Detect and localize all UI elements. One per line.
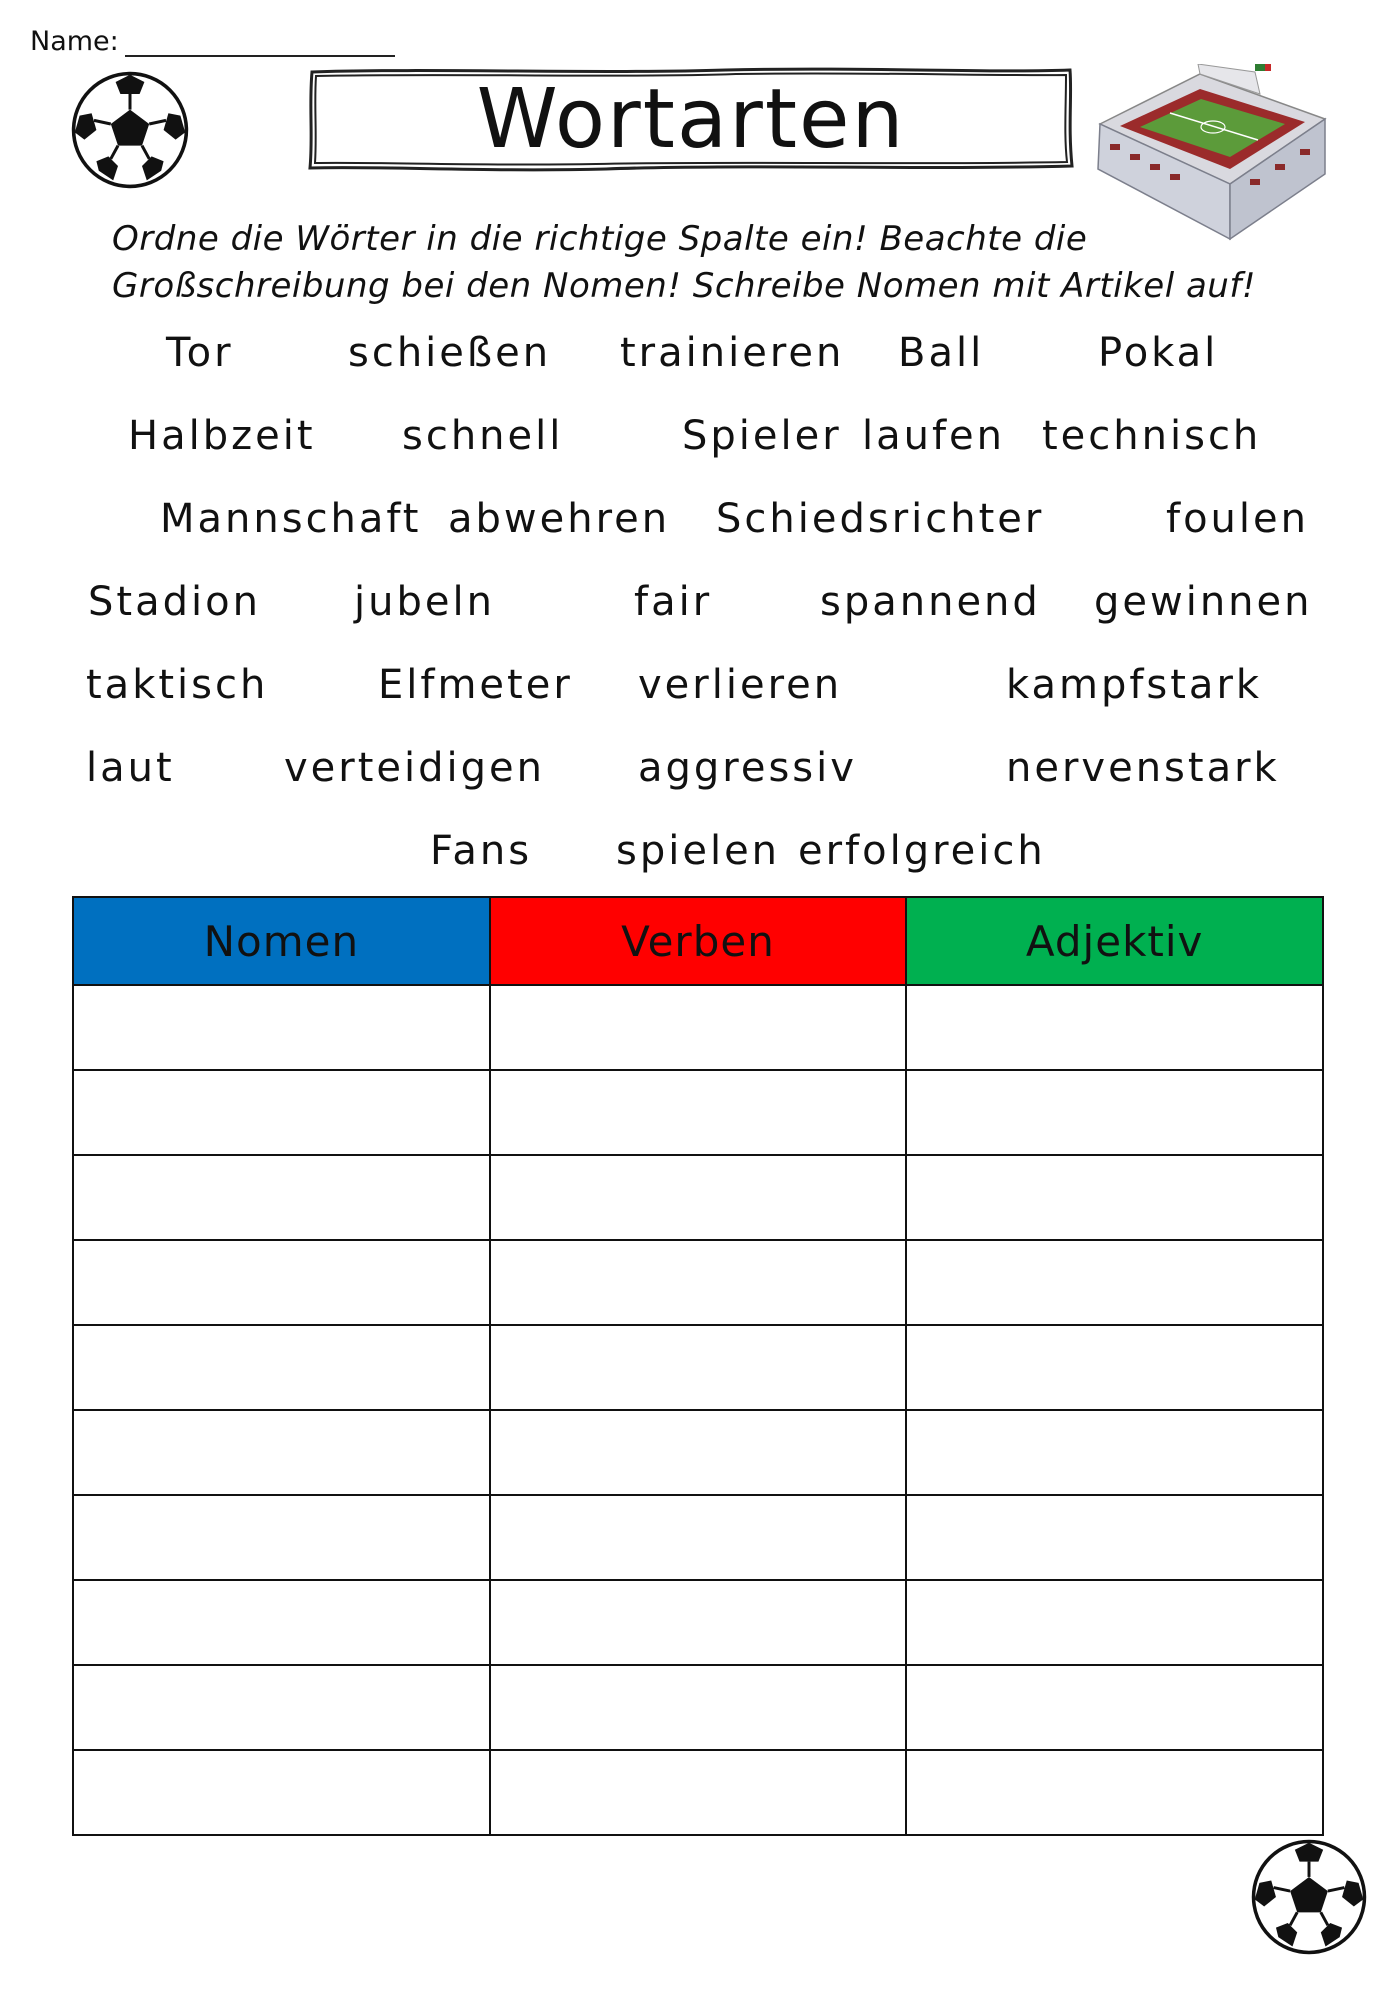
table-row [73,1410,1323,1495]
answer-cell-adjektiv[interactable] [906,985,1323,1070]
table-row [73,1240,1323,1325]
answer-cell-verben[interactable] [490,1240,907,1325]
answer-cell-adjektiv[interactable] [906,1325,1323,1410]
answer-cell-adjektiv[interactable] [906,1495,1323,1580]
answer-cell-nomen[interactable] [73,1410,490,1495]
word-item: Mannschaft [160,496,422,542]
answer-cell-nomen[interactable] [73,1070,490,1155]
word-item: Spieler [682,413,842,459]
word-item: nervenstark [1006,745,1280,791]
table-row [73,1580,1323,1665]
word-item: schießen [348,330,552,376]
answer-cell-nomen[interactable] [73,1580,490,1665]
word-item: laufen [862,413,1006,459]
answer-cell-adjektiv[interactable] [906,1410,1323,1495]
word-item: Halbzeit [128,413,316,459]
answer-cell-nomen[interactable] [73,1240,490,1325]
instructions [112,216,1292,310]
sorting-table [72,896,1324,1836]
answer-cell-adjektiv[interactable] [906,1750,1323,1835]
answer-cell-adjektiv[interactable] [906,1665,1323,1750]
word-item: Schiedsrichter [716,496,1045,542]
page-title: Wortarten [476,71,906,167]
word-item: Pokal [1098,330,1219,376]
name-field[interactable] [30,26,395,57]
answer-cell-adjektiv[interactable] [906,1580,1323,1665]
table-row [73,1325,1323,1410]
table-row [73,1665,1323,1750]
soccer-ball-icon [1250,1838,1368,1960]
word-item: laut [86,745,175,791]
word-item: aggressiv [638,745,857,791]
word-item: Elfmeter [378,662,573,708]
table-row [73,1070,1323,1155]
header-verben: Verben [490,897,907,985]
instructions-line: Ordne die Wörter in die richtige Spalte ein! Beachte die [112,219,1088,259]
word-item: erfolgreich [798,828,1046,874]
word-item: Fans [430,828,533,874]
answer-cell-verben[interactable] [490,1070,907,1155]
answer-cell-verben[interactable] [490,985,907,1070]
answer-cell-verben[interactable] [490,1495,907,1580]
word-item: spielen [616,828,781,874]
answer-cell-verben[interactable] [490,1410,907,1495]
answer-cell-adjektiv[interactable] [906,1070,1323,1155]
answer-cell-nomen[interactable] [73,985,490,1070]
answer-cell-nomen[interactable] [73,1155,490,1240]
word-item: trainieren [620,330,845,376]
answer-cell-verben[interactable] [490,1750,907,1835]
word-item: verlieren [638,662,843,708]
table-row [73,1495,1323,1580]
instructions-line: Großschreibung bei den Nomen! Schreibe Nomen mit Artikel auf! [112,266,1256,306]
word-item: foulen [1166,496,1309,542]
table-row [73,1750,1323,1835]
header-adjektiv: Adjektiv [906,897,1323,985]
word-item: fair [634,579,713,625]
title-box [306,66,1076,172]
name-label: Name: [30,26,119,57]
word-item: spannend [820,579,1041,625]
word-item: kampfstark [1006,662,1263,708]
answer-cell-nomen[interactable] [73,1495,490,1580]
word-item: technisch [1042,413,1262,459]
word-item: Tor [166,330,234,376]
soccer-ball-icon [70,70,190,194]
word-item: verteidigen [284,745,545,791]
word-item: abwehren [448,496,671,542]
answer-cell-verben[interactable] [490,1325,907,1410]
word-item: Stadion [88,579,261,625]
table-header-row [73,897,1323,985]
word-item: taktisch [86,662,269,708]
word-item: gewinnen [1094,579,1313,625]
word-item: schnell [402,413,564,459]
answer-cell-adjektiv[interactable] [906,1240,1323,1325]
word-item: Ball [898,330,985,376]
table-body [73,985,1323,1835]
table-row [73,1155,1323,1240]
answer-cell-verben[interactable] [490,1580,907,1665]
answer-cell-nomen[interactable] [73,1665,490,1750]
answer-cell-verben[interactable] [490,1155,907,1240]
header-nomen: Nomen [73,897,490,985]
table-row [73,985,1323,1070]
answer-cell-nomen[interactable] [73,1325,490,1410]
name-blank-line[interactable] [125,29,395,57]
word-item: jubeln [354,579,495,625]
answer-cell-verben[interactable] [490,1665,907,1750]
answer-cell-nomen[interactable] [73,1750,490,1835]
answer-cell-adjektiv[interactable] [906,1155,1323,1240]
